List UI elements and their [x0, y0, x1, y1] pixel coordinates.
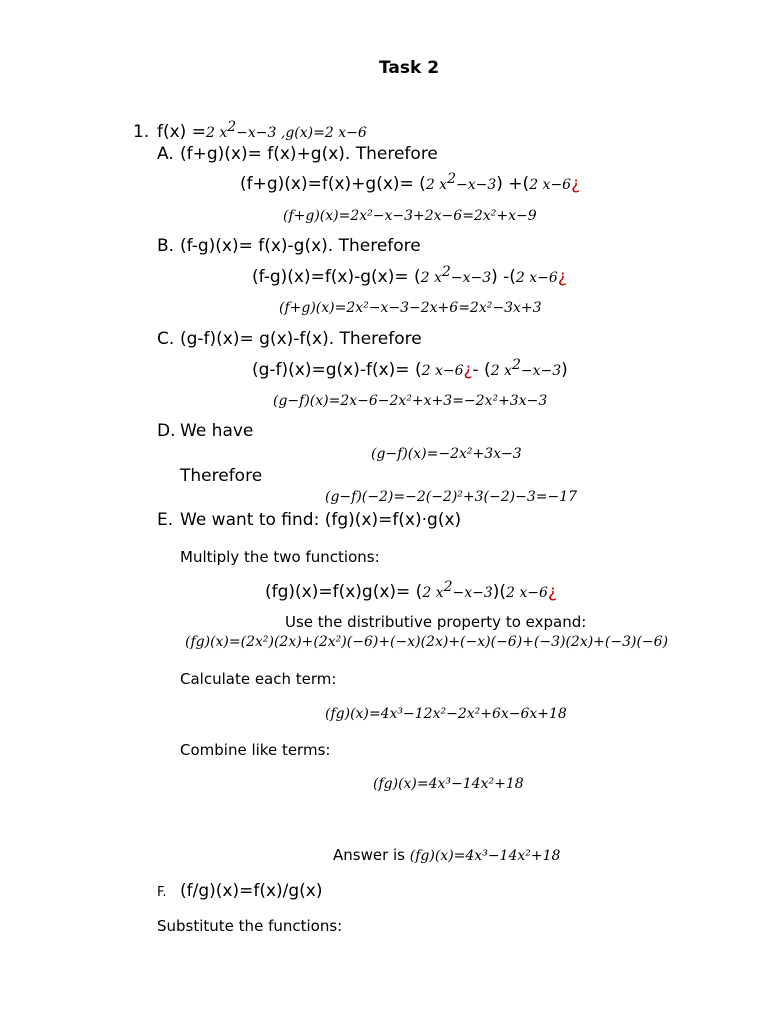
substitute-instruction: Substitute the functions:: [157, 917, 343, 935]
computed-terms: (fg)(x)=4x³−12x²−2x²+6x−6x+18: [325, 706, 567, 722]
part-d-result: (g−f)(−2)=−2(−2)²+3(−2)−3=−17: [325, 489, 578, 505]
inverted-question-mark: ¿: [557, 267, 567, 287]
part-b-substitution: (f-g)(x)=f(x)-g(x)= (2 $x^2-x-3$) -(2 x−6¿: [252, 264, 567, 287]
part-c-letter: C.: [157, 329, 175, 349]
part-d-statement: We have: [180, 421, 254, 441]
inverted-question-mark: ¿: [571, 174, 581, 194]
item-number: 1.: [133, 122, 150, 142]
answer-math: (fg)(x)=4x³−14x²+18: [409, 848, 561, 864]
f-math: 2 x: [205, 125, 228, 141]
page-title: Task 2: [379, 58, 440, 78]
multiply-instruction: Multiply the two functions:: [180, 548, 380, 566]
part-a-letter: A.: [157, 144, 174, 164]
part-e-substitution: (fg)(x)=f(x)g(x)= (2 $x^2-x-3)(2$ x−6¿: [265, 579, 557, 602]
part-d-letter: D.: [157, 421, 176, 441]
part-b-letter: B.: [157, 236, 175, 256]
answer-line: [333, 846, 560, 864]
inverted-question-mark: ¿: [463, 360, 473, 380]
part-a-substitution: (f+g)(x)=f(x)+g(x)= (2 $x^2-x-3) +(2$ x−6¿: [240, 171, 581, 194]
combine-instruction: Combine like terms:: [180, 741, 331, 759]
inverted-question-mark: ¿: [547, 582, 557, 602]
answer-label: Answer is: [333, 846, 405, 864]
part-f-letter: F.: [157, 885, 167, 900]
definition-prefix: f(x) =: [157, 122, 206, 142]
part-c-statement: (g-f)(x)= g(x)-f(x). Therefore: [180, 329, 422, 349]
part-b-statement: (f-g)(x)= f(x)-g(x). Therefore: [180, 236, 421, 256]
part-e-statement: We want to find: (fg)(x)=f(x)·g(x): [180, 510, 462, 530]
part-c-result: (g−f)(x)=2x−6−2x²+x+3=−2x²+3x−3: [273, 393, 548, 409]
calculate-instruction: Calculate each term:: [180, 670, 337, 688]
distributive-instruction: Use the distributive property to expand:: [285, 613, 587, 631]
part-b-result: (f+g)(x)=2x²−x−3−2x+6=2x²−3x+3: [279, 300, 542, 316]
part-e-letter: E.: [157, 510, 174, 530]
part-a-result: (f+g)(x)=2x²−x−3+2x−6=2x²+x−9: [283, 208, 537, 224]
part-a-statement: (f+g)(x)= f(x)+g(x). Therefore: [180, 144, 438, 164]
g-math: −x−3 ,g: [236, 125, 295, 141]
part-c-substitution: (g-f)(x)=g(x)-f(x)= (2 x−6¿- (2 $x^2-x-3$): [252, 357, 568, 380]
combined-result: (fg)(x)=4x³−14x²+18: [373, 776, 524, 792]
part-f-statement: (f/g)(x)=f(x)/g(x): [180, 881, 323, 901]
function-definition: f(x) =2 $x^2-x-3$ ,g(x)=2 x−6: [157, 119, 367, 142]
part-d-given: (g−f)(x)=−2x²+3x−3: [371, 446, 522, 462]
expanded-product: (fg)(x)=(2x²)(2x)+(2x²)(−6)+(−x)(2x)+(−x)(−6)+(−3)(2x)+(−3)(−6): [185, 634, 669, 650]
part-d-therefore: Therefore: [180, 466, 263, 486]
